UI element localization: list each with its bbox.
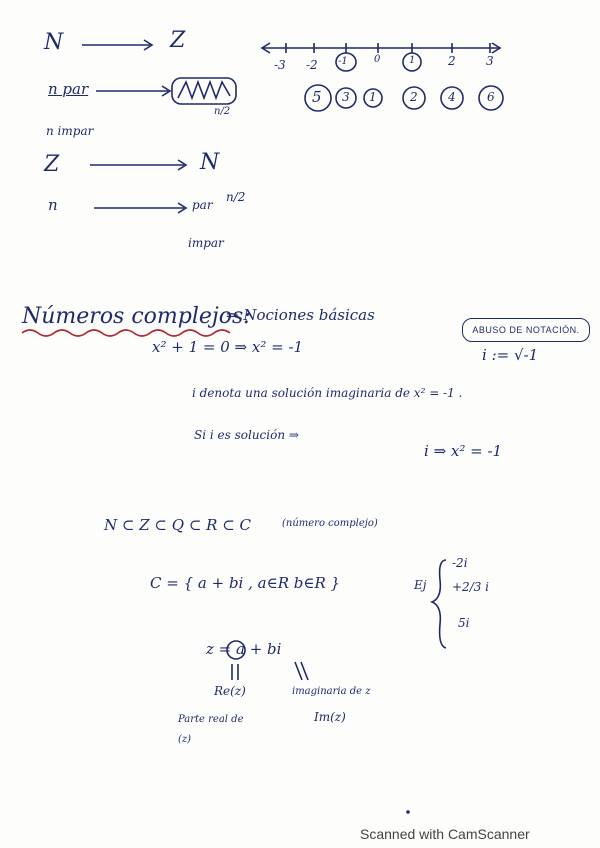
i-definition: i := √-1 <box>482 346 539 364</box>
set-Z-2: Z <box>44 152 60 177</box>
set-N: N <box>44 30 64 55</box>
re-z-label: Re(z) <box>214 684 246 698</box>
si-i-line: Si i es solución ⇒ <box>194 428 299 442</box>
n-label: n <box>48 196 58 214</box>
n-impar-label: n impar <box>46 124 94 138</box>
tick-label: 0 <box>374 54 381 65</box>
impar-label: impar <box>188 236 224 250</box>
n-over-2-label: n/2 <box>226 190 246 204</box>
n-half-label: n/2 <box>214 106 231 117</box>
equation-1: x² + 1 = 0 ⇒ x² = -1 <box>152 338 304 356</box>
example-item: -2i <box>452 556 468 570</box>
tick-label: -3 <box>274 58 286 72</box>
tick-label: -1 <box>338 56 348 67</box>
complex-set-definition: C = { a + bi , a∈R b∈R } <box>150 574 341 592</box>
circled-number: 1 <box>369 90 377 104</box>
circled-number: 2 <box>410 90 418 104</box>
footer-watermark: Scanned with CamScanner <box>360 826 530 842</box>
set-N-2: N <box>200 150 220 175</box>
tick-label: 1 <box>409 55 416 66</box>
tick-label: 3 <box>486 54 494 68</box>
i-implies-line: i ⇒ x² = -1 <box>424 442 503 460</box>
set-Z: Z <box>170 28 186 53</box>
par-label: par <box>192 198 213 212</box>
parte-real-label: Parte real de (z) <box>178 714 244 745</box>
circled-number: 5 <box>312 88 322 106</box>
im-z-label: Im(z) <box>314 710 346 724</box>
ej-label: Ej <box>414 578 427 592</box>
section-subtitle: ⇒ Nociones básicas <box>226 306 375 324</box>
notation-box: ABUSO DE NOTACIÓN. <box>462 318 590 342</box>
example-item: +2/3 i <box>452 580 490 594</box>
example-item: 5i <box>458 616 470 630</box>
section-title: Números complejos: <box>22 304 251 329</box>
imaginaria-label: imaginaria de z <box>292 686 371 697</box>
n-par-label: n par <box>48 80 89 98</box>
set-chain-note: (número complejo) <box>282 518 378 529</box>
i-denota-line: i denota una solución imaginaria de x² = -1 . <box>192 386 463 400</box>
circled-number: 4 <box>448 90 456 104</box>
circled-number: 6 <box>487 90 495 104</box>
tick-label: 2 <box>448 54 456 68</box>
tick-label: -2 <box>306 58 318 72</box>
circled-number: 3 <box>342 90 350 104</box>
set-chain: N ⊂ Z ⊂ Q ⊂ R ⊂ C <box>104 516 252 534</box>
z-expression: z = a + bi <box>206 640 282 658</box>
